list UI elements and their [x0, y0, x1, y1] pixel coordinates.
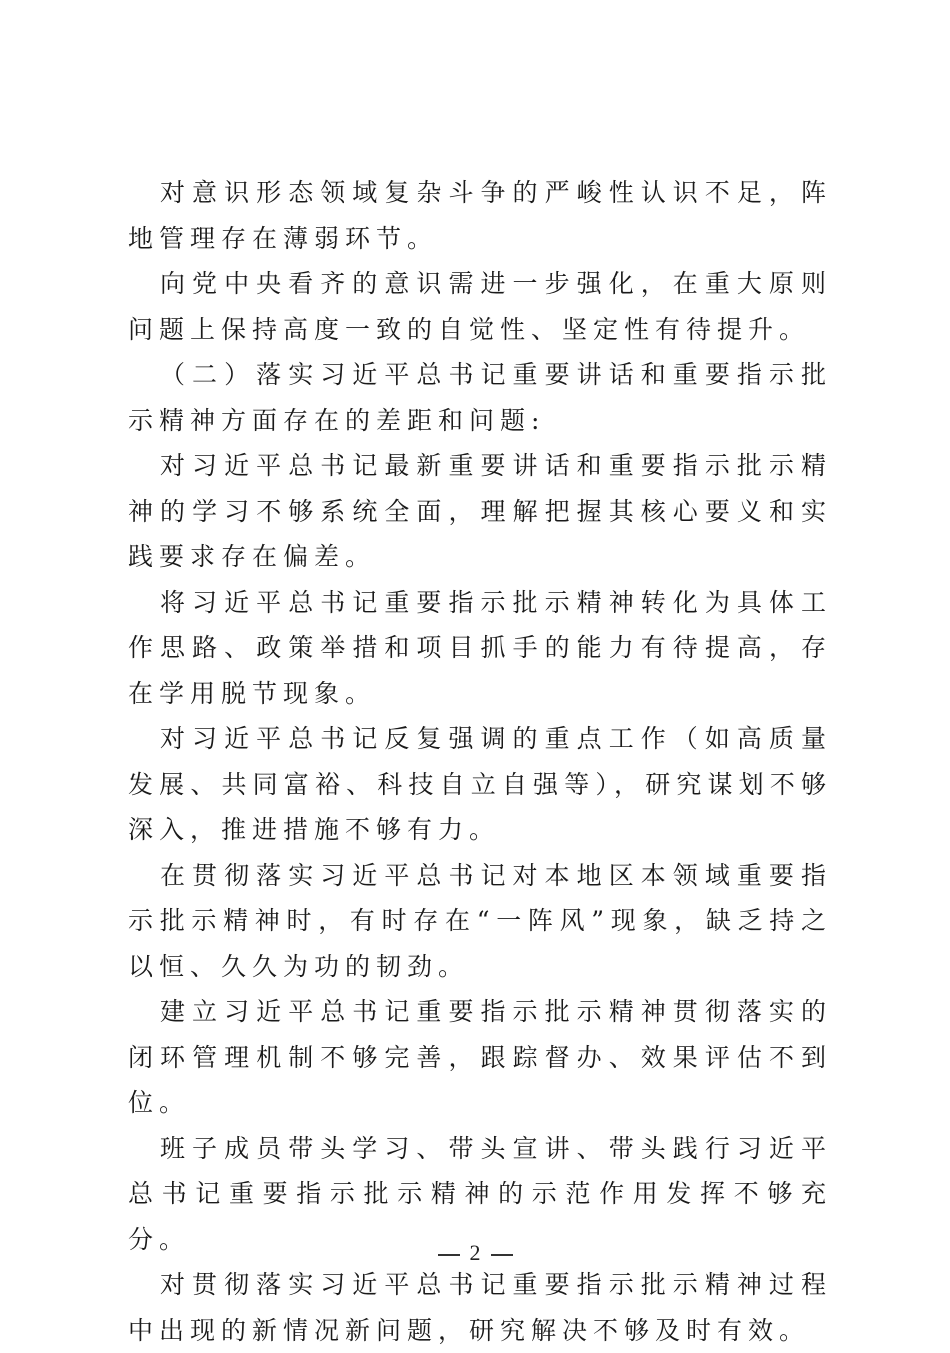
dash-left: [438, 1254, 460, 1256]
paragraph-persistence: 在贯彻落实习近平总书记对本地区本领域重要指示批示精神时，有时存在“一阵风”现象，缺乏持之以恒、久久为功的韧劲。: [128, 860, 832, 981]
paragraph-closed-loop-mechanism: 建立习近平总书记重要指示批示精神贯彻落实的闭环管理机制不够完善，跟踪督办、效果评估不到位。: [128, 997, 832, 1117]
page-number: 2: [469, 1240, 481, 1265]
paragraph-leadership-example: 班子成员带头学习、带头宣讲、带头践行习近平总书记重要指示批示精神的示范作用发挥不够充分。: [128, 1133, 832, 1254]
section-heading-2: （二）落实习近平总书记重要讲话和重要指示批示精神方面存在的差距和问题:: [128, 360, 832, 435]
page-number-footer: [0, 1238, 950, 1268]
paragraph-translate-to-action: 将习近平总书记重要指示批示精神转化为具体工作思路、政策举措和项目抓手的能力有待提高，存在学用脱节现象。: [128, 587, 832, 708]
dash-right: [491, 1254, 513, 1256]
paragraph-align-with-central: 向党中央看齐的意识需进一步强化，在重大原则问题上保持高度一致的自觉性、坚定性有待提升。: [128, 269, 832, 344]
document-page: [128, 170, 832, 1353]
paragraph-key-work: 对习近平总书记反复强调的重点工作（如高质量发展、共同富裕、科技自立自强等），研究谋划不够深入，推进措施不够有力。: [128, 724, 832, 844]
paragraph-new-problems: 对贯彻落实习近平总书记重要指示批示精神过程中出现的新情况新问题，研究解决不够及时有效。: [128, 1270, 832, 1345]
paragraph-study-not-systematic: 对习近平总书记最新重要讲话和重要指示批示精神的学习不够系统全面，理解把握其核心要义和实践要求存在偏差。: [128, 451, 832, 571]
paragraph-ideology-struggle: 对意识形态领域复杂斗争的严峻性认识不足，阵地管理存在薄弱环节。: [128, 178, 832, 253]
